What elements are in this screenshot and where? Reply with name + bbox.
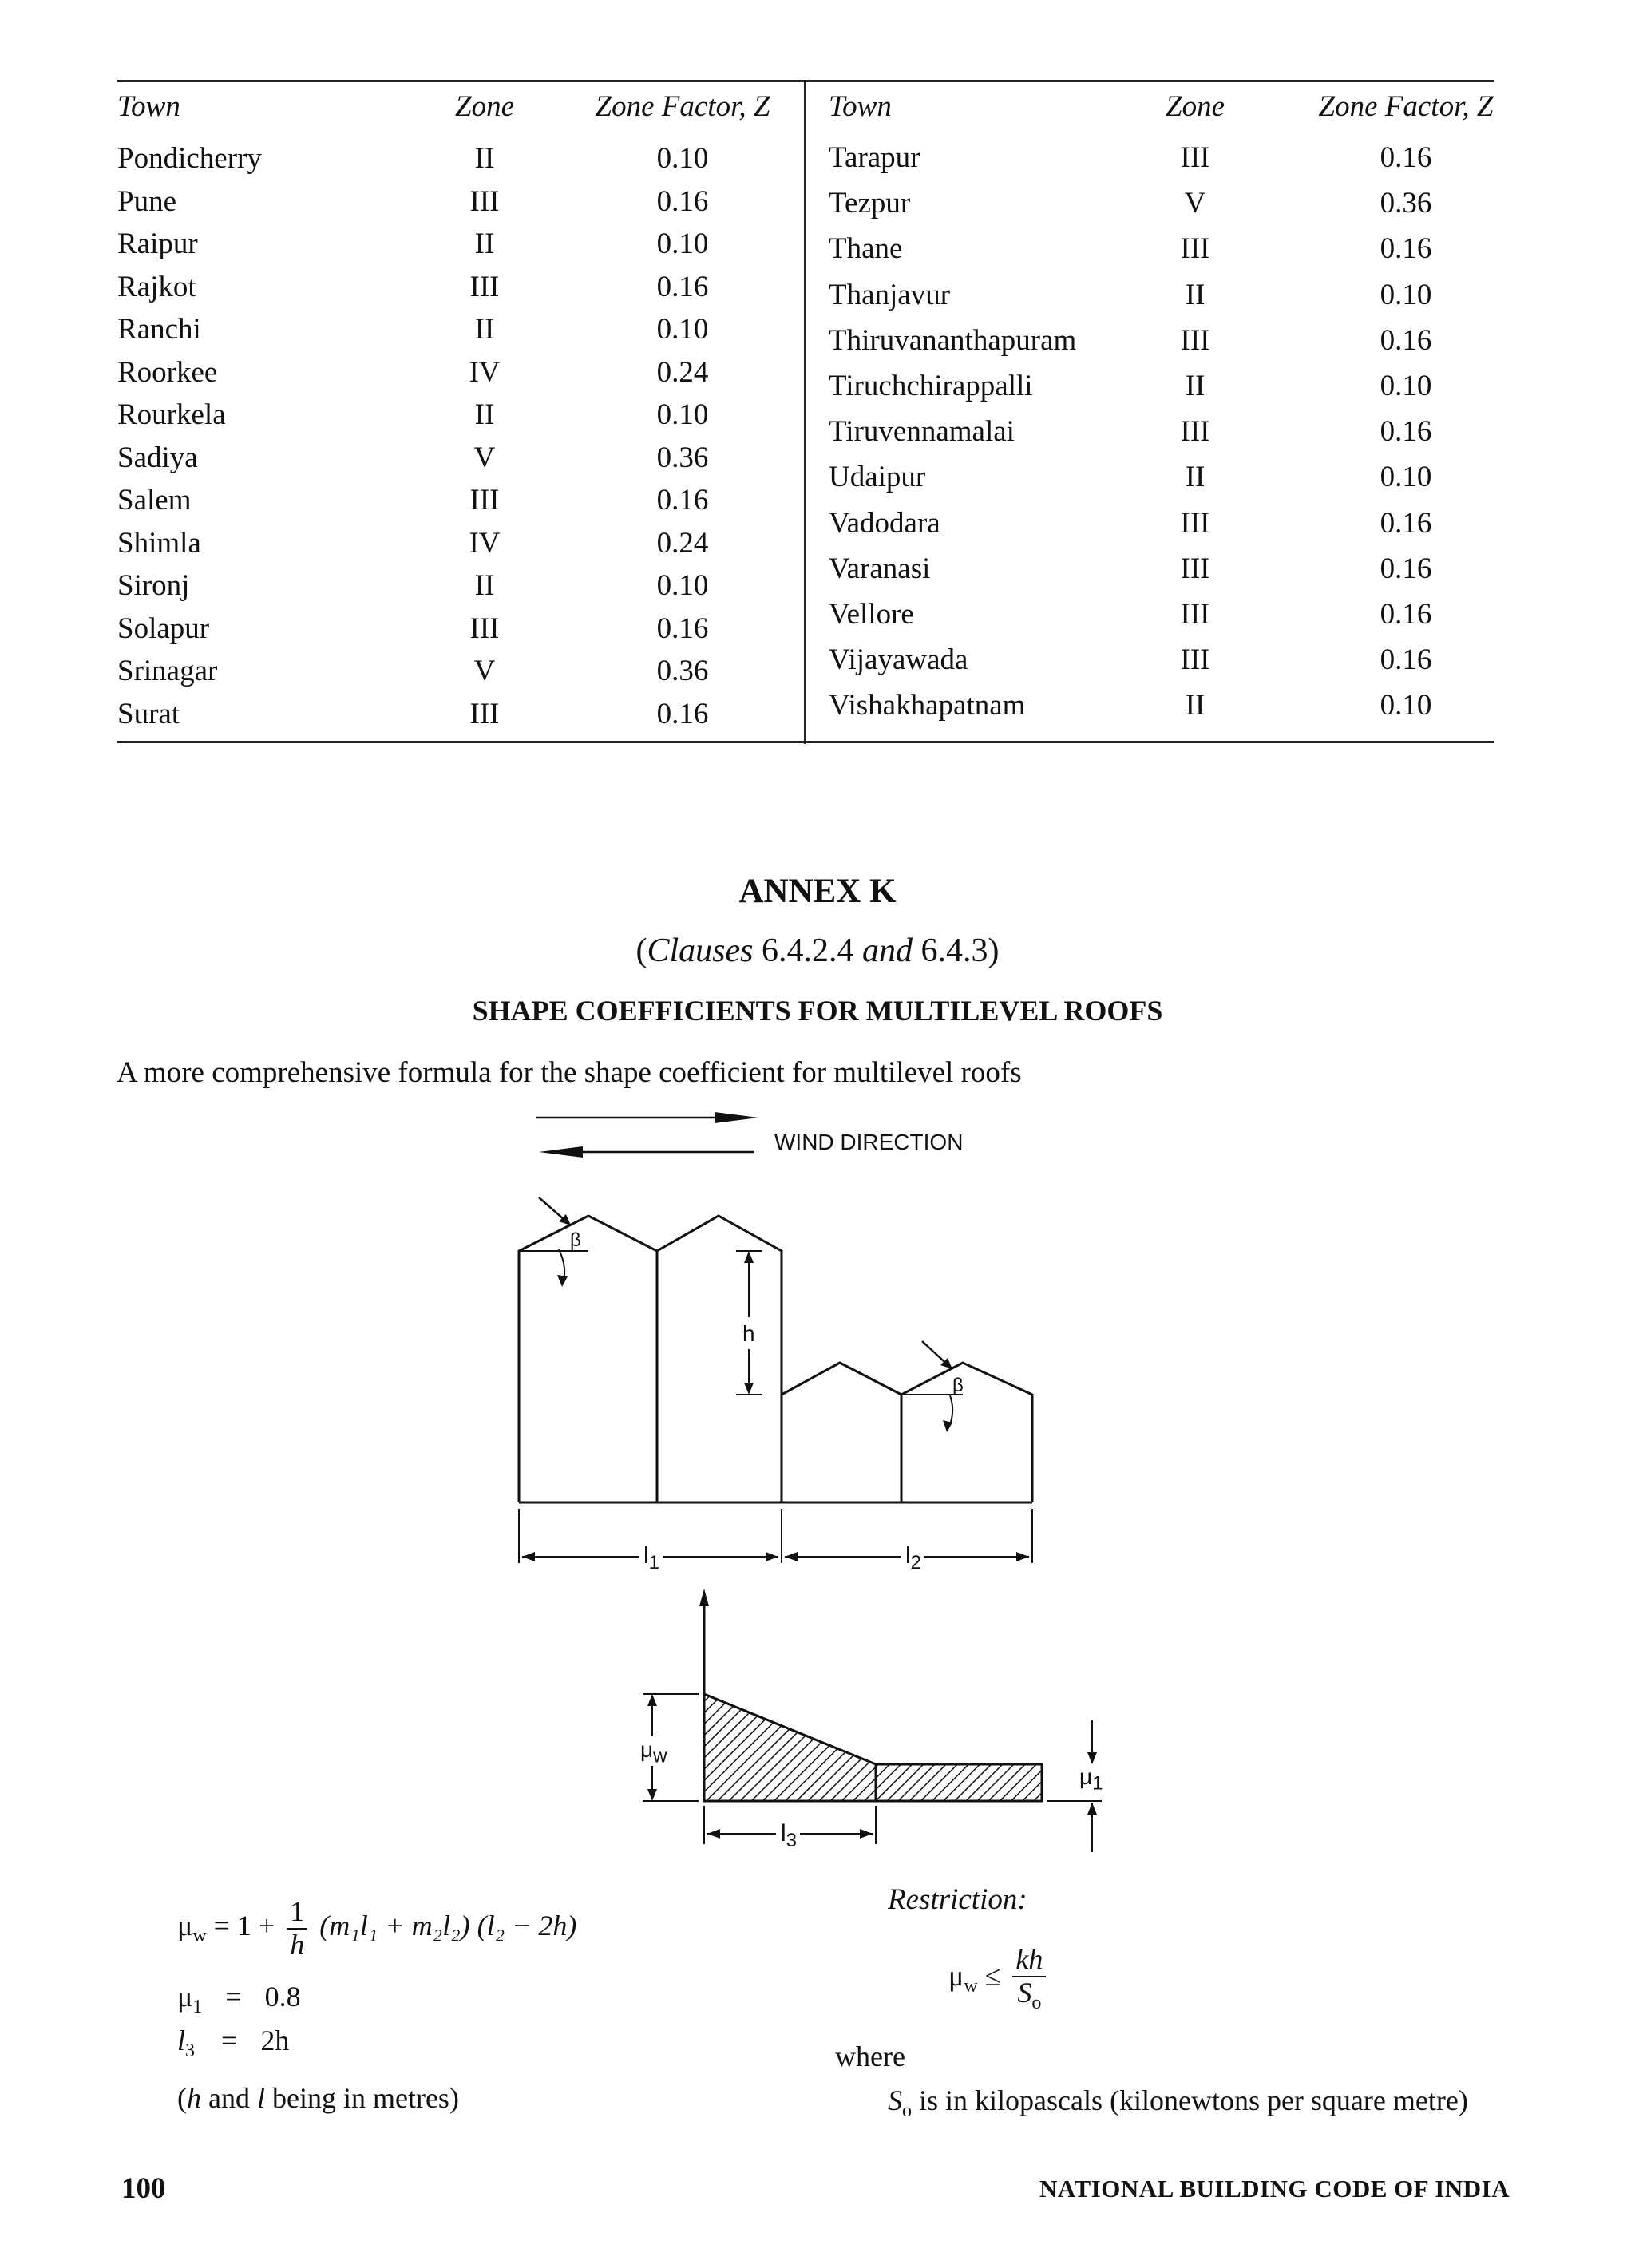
column-header: Zone [455, 90, 514, 123]
zone-cell: III [1180, 232, 1210, 266]
restriction-label: Restriction: [888, 1883, 1027, 1916]
l3-eq: = [221, 2025, 238, 2056]
zone-factor-cell: 0.10 [1380, 461, 1432, 494]
l3-sub: 3 [786, 1830, 798, 1851]
annex-intro: A more comprehensive formula for the shape coefficient for multilevel roofs [117, 1056, 1022, 1089]
zone-cell: II [1185, 278, 1205, 311]
town-cell: Rajkot [117, 270, 196, 303]
restr-lhs: μ [948, 1959, 964, 1992]
zone-factor-cell: 0.16 [1380, 415, 1432, 449]
zone-cell: III [469, 484, 500, 517]
zone-factor-cell: 0.16 [1380, 598, 1432, 631]
zone-factor-cell: 0.24 [656, 526, 709, 560]
publication-title: NATIONAL BUILDING CODE OF INDIA [1039, 2175, 1510, 2203]
zone-cell: II [474, 142, 495, 175]
zone-factor-cell: 0.16 [656, 184, 709, 218]
zone-cell: III [1180, 643, 1210, 677]
restr-den-sub: o [1031, 1992, 1042, 2013]
zone-cell: II [1185, 689, 1205, 722]
note-and: and [201, 2082, 257, 2114]
zone-factor-cell: 0.16 [656, 484, 709, 517]
zone-factor-cell: 0.10 [656, 142, 709, 175]
zone-factor-cell: 0.10 [656, 398, 709, 431]
l3-value: 2h [260, 2025, 290, 2056]
zone-cell: III [1180, 141, 1210, 174]
restr-lhs-sub: w [964, 1976, 978, 1997]
load-diagram [643, 1589, 1102, 1852]
l3-lhs-sub: 3 [185, 2040, 196, 2062]
zone-factor-cell: 0.16 [1380, 506, 1432, 540]
kh-over-so-fraction [1012, 1944, 1046, 2013]
mu1-lhs: μ [177, 1981, 193, 2013]
restr-den-text: S [1017, 1976, 1032, 2009]
zone-factor-cell: 0.24 [656, 355, 709, 389]
town-cell: Thanjavur [829, 278, 951, 311]
town-cell: Roorkee [117, 355, 218, 389]
town-cell: Thane [829, 232, 903, 266]
town-cell: Surat [117, 697, 180, 730]
restriction-formula [948, 1944, 1051, 2013]
town-cell: Pondicherry [117, 142, 262, 175]
zone-cell: V [1184, 187, 1206, 220]
column-header: Zone Factor, Z [1318, 90, 1494, 123]
mu-w-formula [177, 1896, 576, 1961]
mu-1-formula [177, 1982, 301, 2017]
frac-denominator [287, 1930, 307, 1961]
mu1-value: 0.8 [264, 1981, 301, 2013]
l3-letter: l [781, 1820, 786, 1846]
where-label: where [835, 2040, 905, 2072]
restr-denominator [1012, 1977, 1046, 2014]
town-cell: Tarapur [829, 141, 920, 174]
clause-b: 6.4.3 [920, 932, 988, 969]
town-cell: Sironj [117, 569, 190, 602]
zone-cell: III [469, 184, 500, 218]
zone-factor-cell: 0.10 [1380, 689, 1432, 722]
zone-factor-cell: 0.10 [656, 313, 709, 346]
wind-direction-arrows [536, 1112, 758, 1158]
page-number: 100 [121, 2172, 166, 2205]
zone-cell: II [474, 313, 495, 346]
units-note [177, 2084, 459, 2112]
town-cell: Tiruchchirappalli [829, 370, 1033, 402]
zone-cell: III [469, 612, 500, 645]
zone-cell: III [1180, 323, 1210, 357]
zone-factor-cell: 0.16 [656, 612, 709, 645]
note-open: ( [177, 2082, 187, 2114]
town-cell: Shimla [117, 526, 201, 560]
l1-letter: l [643, 1542, 649, 1569]
zone-cell: II [474, 569, 495, 602]
zone-cell: IV [469, 526, 501, 560]
town-cell: Solapur [117, 612, 210, 645]
mu-w-lhs: μ [177, 1909, 193, 1941]
town-cell: Thiruvananthapuram [829, 323, 1077, 357]
column-header: Zone Factor, Z [595, 90, 770, 123]
zone-factor-cell: 0.36 [656, 441, 709, 474]
note-h: h [187, 2082, 201, 2114]
mu-w-sub: w [653, 1745, 667, 1767]
wind-direction-label: WIND DIRECTION [774, 1130, 964, 1154]
frac-den-text: h [290, 1928, 305, 1961]
town-cell: Srinagar [117, 655, 218, 687]
mu-w-lhs-sub: w [192, 1926, 207, 1947]
town-cell: Vellore [829, 598, 914, 631]
zone-cell: III [1180, 552, 1210, 585]
so-symbol: S [888, 2084, 902, 2116]
town-cell: Vishakhapatnam [829, 689, 1026, 722]
mu1-eq: = [225, 1981, 242, 2013]
beta-label-right: β [952, 1375, 964, 1396]
clause-a: 6.4.2.4 [762, 932, 854, 969]
clauses-word: Clauses [647, 932, 754, 969]
zone-factor-cell: 0.10 [1380, 370, 1432, 402]
zone-factor-cell: 0.16 [1380, 643, 1432, 677]
l1-sub: 1 [648, 1552, 660, 1573]
h-label-text: h [742, 1321, 755, 1346]
beta-label-left: β [570, 1229, 581, 1251]
mu-1-letter: μ [1079, 1764, 1093, 1789]
zone-cell: V [473, 441, 496, 474]
l1-label [643, 1542, 659, 1574]
zone-factor-cell: 0.16 [1380, 141, 1432, 174]
so-sub: o [902, 2100, 912, 2122]
zone-factor-cell: 0.36 [1380, 187, 1432, 220]
zone-cell: V [473, 655, 496, 687]
town-cell: Tezpur [829, 187, 911, 220]
paren-sum: (m₁l₁ + m₂l₂) [319, 1909, 470, 1941]
column-header: Town [829, 90, 892, 123]
column-header: Zone [1166, 90, 1225, 123]
zone-factor-cell: 0.16 [656, 697, 709, 730]
zone-cell: III [1180, 415, 1210, 449]
zone-cell: II [1185, 370, 1205, 402]
zone-factor-cell: 0.10 [1380, 278, 1432, 311]
zone-cell: II [1185, 461, 1205, 494]
l2-label [905, 1542, 921, 1574]
zone-cell: III [469, 697, 500, 730]
l3-formula [177, 2026, 289, 2060]
town-cell: Sadiya [117, 441, 198, 474]
mu-1-sub: 1 [1092, 1772, 1103, 1795]
town-cell: Pune [117, 184, 176, 218]
zone-factor-cell: 0.10 [656, 228, 709, 260]
mu1-lhs-sub: 1 [192, 1997, 203, 2018]
zone-cell: III [1180, 506, 1210, 540]
town-cell: Raipur [117, 228, 198, 260]
paren-diff: (l₂ − 2h) [477, 1909, 577, 1941]
so-definition [888, 2084, 1468, 2122]
zone-factor-cell: 0.16 [1380, 323, 1432, 357]
restr-leq: ≤ [984, 1959, 1001, 1992]
town-cell: Vadodara [829, 506, 940, 540]
zone-factor-cell: 0.16 [656, 270, 709, 303]
zone-factor-cell: 0.16 [1380, 552, 1432, 585]
one-over-h-fraction [287, 1896, 307, 1961]
l2-sub: 2 [910, 1552, 922, 1573]
town-cell: Salem [117, 484, 192, 517]
restr-num-text: kh [1015, 1943, 1043, 1975]
zone-factor-cell: 0.16 [1380, 232, 1432, 266]
zone-factor-cell: 0.10 [656, 569, 709, 602]
zone-cell: III [1180, 598, 1210, 631]
mu-1-label [1079, 1764, 1103, 1795]
town-cell: Vijayawada [829, 643, 968, 677]
mu-w-label [640, 1737, 667, 1768]
zone-cell: II [474, 398, 495, 431]
l2-letter: l [905, 1542, 911, 1569]
note-rest: being in metres) [265, 2082, 459, 2114]
town-cell: Udaipur [829, 461, 926, 494]
annex-clauses: (Clauses 6.4.2.4 and 6.4.3) [635, 932, 1000, 969]
zone-cell: III [469, 270, 500, 303]
column-header: Town [117, 90, 180, 123]
town-cell: Rourkela [117, 398, 226, 431]
eq-one-plus: = 1 + [213, 1909, 275, 1941]
frac-numerator: 1 [287, 1896, 307, 1930]
zone-cell: II [474, 228, 495, 260]
mu-w-letter: μ [640, 1737, 654, 1762]
l3-label [781, 1820, 797, 1852]
zone-factor-cell: 0.36 [656, 655, 709, 687]
note-l: l [256, 2082, 265, 2114]
town-cell: Tiruvennamalai [829, 415, 1015, 449]
annex-title: ANNEX K [738, 873, 897, 910]
zone-cell: IV [469, 355, 501, 389]
so-rest: is in kilopascals (kilonewtons per square metre) [912, 2084, 1468, 2116]
h-label [742, 1321, 755, 1347]
l3-lhs: l [177, 2025, 186, 2056]
town-cell: Varanasi [829, 552, 931, 585]
and-word: and [862, 932, 913, 969]
annex-heading: SHAPE COEFFICIENTS FOR MULTILEVEL ROOFS [472, 995, 1163, 1027]
restr-numerator [1012, 1944, 1046, 1977]
town-cell: Ranchi [117, 313, 201, 346]
